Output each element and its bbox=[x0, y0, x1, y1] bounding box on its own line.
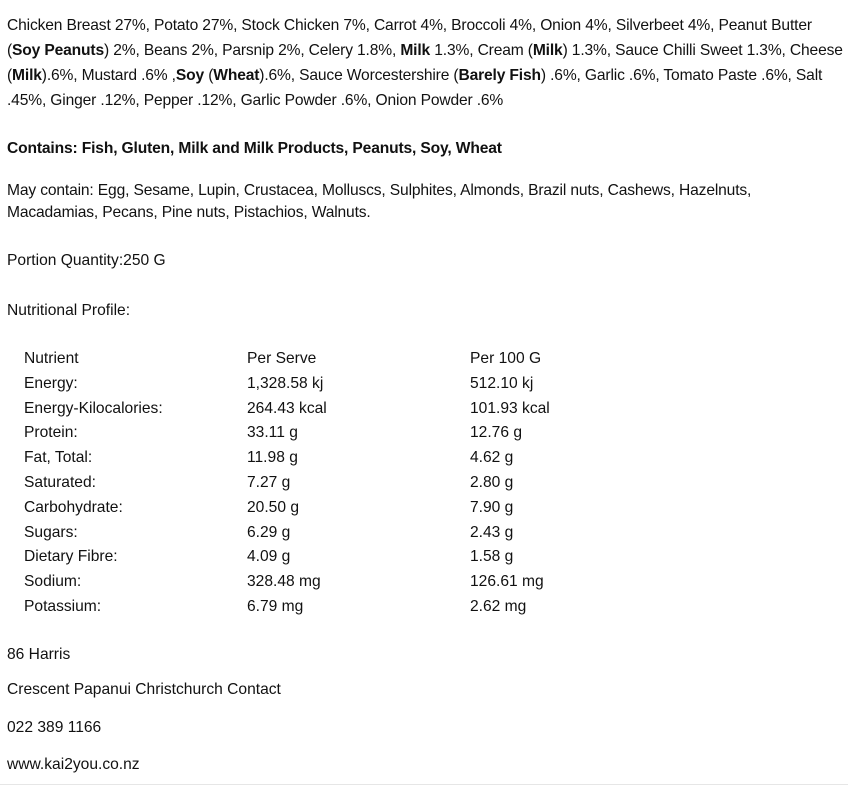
per-serve-value: 7.27 g bbox=[247, 473, 291, 491]
nutrition-header-row bbox=[24, 347, 670, 372]
per-serve-value: 6.79 mg bbox=[247, 597, 304, 615]
nutrient-name: Fat, Total: bbox=[24, 449, 93, 467]
per-100g-value: 512.10 kj bbox=[470, 374, 534, 392]
per-serve-value: 6.29 g bbox=[247, 523, 291, 541]
table-row bbox=[24, 372, 670, 397]
per-100g-value: 7.90 g bbox=[470, 498, 514, 516]
per-serve-value: 4.09 g bbox=[247, 548, 291, 566]
nutrient-name: Carbohydrate: bbox=[24, 498, 123, 516]
ingredient-text: 1.3%, Cream ( bbox=[430, 42, 533, 59]
table-row bbox=[24, 570, 670, 595]
table-row bbox=[24, 471, 670, 496]
address-line-2: Crescent Papanui Christchurch Contact bbox=[7, 681, 281, 698]
header-nutrient: Nutrient bbox=[24, 350, 79, 367]
per-serve-value: 1,328.58 kj bbox=[247, 374, 324, 392]
per-100g-value: 12.76 g bbox=[470, 424, 523, 442]
per-100g-value: 101.93 kcal bbox=[470, 399, 550, 417]
nutritional-profile-heading: Nutritional Profile: bbox=[7, 302, 131, 319]
nutrient-name: Potassium: bbox=[24, 597, 102, 615]
nutrient-name: Dietary Fibre: bbox=[24, 548, 118, 566]
website-link[interactable]: www.kai2you.co.nz bbox=[7, 756, 140, 773]
allergen-may-contain: May contain: Egg, Sesame, Lupin, Crustacea, Molluscs, Sulphites, Almonds, Brazil nuts, Cashews, Hazelnuts, Macadamias, Pecans, Pine nuts, Pistachios, Walnuts. bbox=[7, 182, 752, 221]
address-line-1: 86 Harris bbox=[7, 646, 71, 663]
nutrient-name: Sodium: bbox=[24, 573, 82, 591]
allergen-highlight: Wheat bbox=[213, 67, 260, 84]
allergen-highlight: Milk bbox=[532, 42, 563, 59]
allergen-highlight: Barely Fish bbox=[458, 67, 541, 84]
nutrition-table bbox=[24, 347, 670, 620]
nutrient-name: Energy-Kilocalories: bbox=[24, 399, 163, 417]
ingredient-text: ).6%, Mustard .6% , bbox=[41, 67, 176, 84]
table-row bbox=[24, 595, 670, 620]
per-100g-value: 4.62 g bbox=[470, 449, 514, 467]
nutrient-name: Energy: bbox=[24, 374, 78, 392]
ingredient-text: ( bbox=[204, 67, 214, 84]
ingredient-text: Chicken Breast 27%, Potato 27%, Stock Chicken 7%, Carrot 4%, Broccoli 4%, Onion 4%, Silverbeet 4%, Peanut Butter ( bbox=[7, 17, 812, 59]
per-serve-value: 328.48 mg bbox=[247, 573, 321, 591]
allergen-highlight: Soy bbox=[175, 67, 205, 84]
per-100g-value: 2.80 g bbox=[470, 473, 514, 491]
table-row bbox=[24, 421, 670, 446]
contact-phone: 022 389 1166 bbox=[7, 719, 102, 736]
ingredients-list bbox=[7, 13, 843, 113]
portion-quantity: Portion Quantity:250 G bbox=[7, 252, 166, 269]
ingredient-text: ) .6%, Garlic .6%, Tomato Paste .6%, Salt .45%, Ginger .12%, Pepper .12%, Garlic Powder .6%, Onion Powder .6% bbox=[7, 67, 823, 109]
per-serve-value: 11.98 g bbox=[247, 449, 298, 467]
per-100g-value: 2.62 mg bbox=[470, 597, 527, 615]
nutrient-name: Protein: bbox=[24, 424, 78, 442]
table-row bbox=[24, 496, 670, 521]
allergen-highlight: Milk bbox=[400, 42, 431, 59]
per-100g-value: 126.61 mg bbox=[470, 573, 544, 591]
per-serve-value: 33.11 g bbox=[247, 424, 298, 442]
per-100g-value: 2.43 g bbox=[470, 523, 514, 541]
nutrient-name: Sugars: bbox=[24, 523, 78, 541]
header-per-100g: Per 100 G bbox=[470, 350, 542, 367]
per-serve-value: 20.50 g bbox=[247, 498, 300, 516]
ingredient-text: ).6%, Sauce Worcestershire ( bbox=[259, 67, 459, 84]
per-serve-value: 264.43 kcal bbox=[247, 399, 327, 417]
header-per-serve: Per Serve bbox=[247, 350, 317, 367]
ingredient-text: ) 1.3%, Sauce Chilli Sweet 1.3%, Cheese ( bbox=[7, 42, 843, 84]
per-100g-value: 1.58 g bbox=[470, 548, 514, 566]
bottom-divider bbox=[0, 784, 848, 785]
table-row bbox=[24, 521, 670, 546]
nutrient-name: Saturated: bbox=[24, 473, 96, 491]
ingredient-text: ) 2%, Beans 2%, Parsnip 2%, Celery 1.8%, bbox=[104, 42, 401, 59]
allergen-highlight: Milk bbox=[12, 67, 42, 84]
table-row bbox=[24, 545, 670, 570]
table-row bbox=[24, 397, 670, 422]
allergen-highlight: Soy Peanuts bbox=[12, 42, 104, 59]
allergen-contains: Contains: Fish, Gluten, Milk and Milk Products, Peanuts, Soy, Wheat bbox=[7, 140, 502, 157]
table-row bbox=[24, 446, 670, 471]
